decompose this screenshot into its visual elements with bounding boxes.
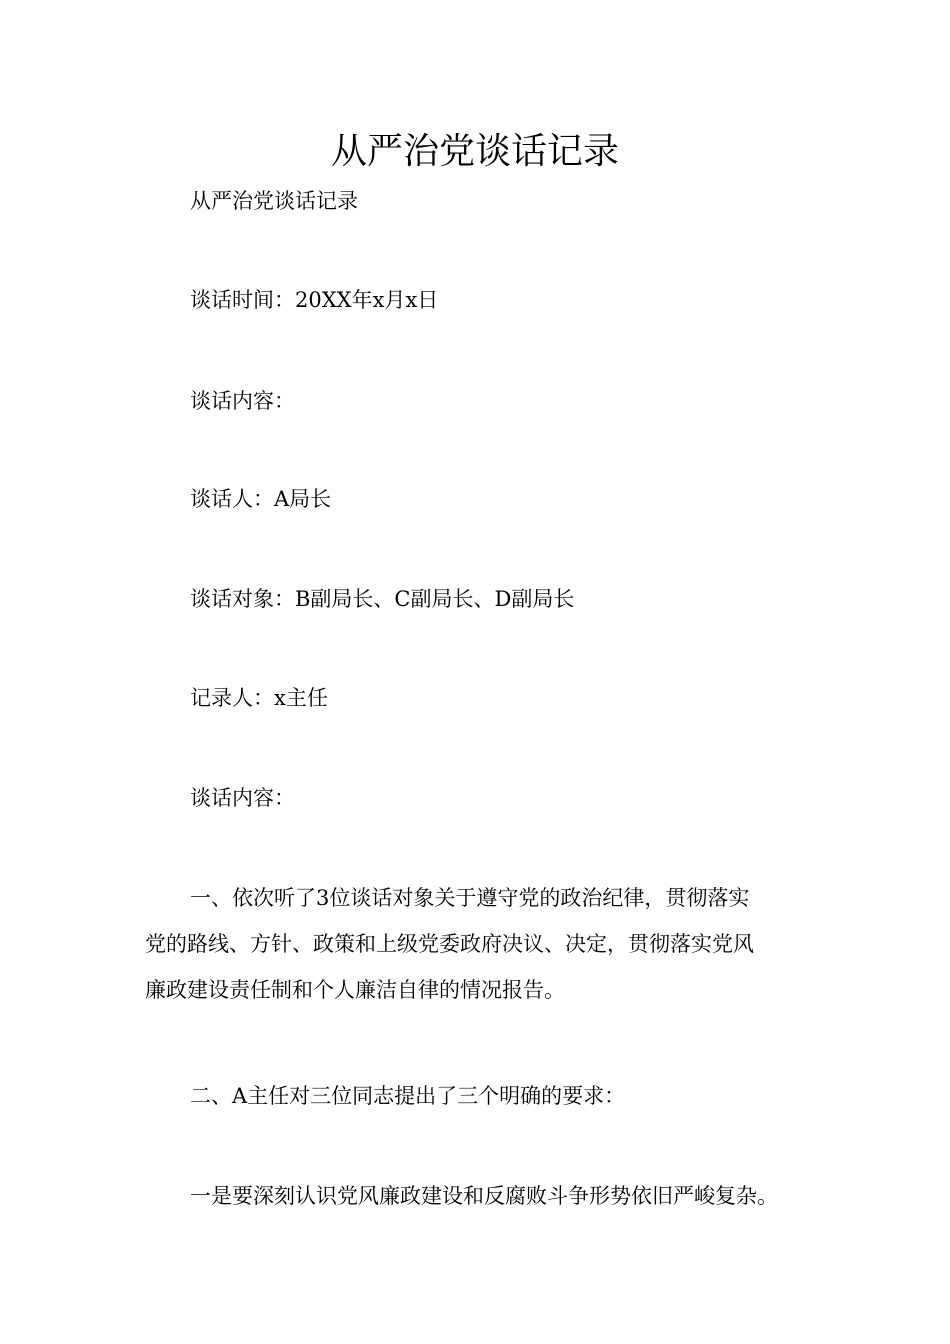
item-two-line: 二、A主任对三位同志提出了三个明确的要求： <box>190 1084 626 1108</box>
recorder-line: 记录人：x主任 <box>190 686 328 710</box>
talk-time-line: 谈话时间：20XX年x月x日 <box>190 288 439 312</box>
item-one-line-2: 党的路线、方针、政策和上级党委政府决议、决定，贯彻落实党风 <box>145 932 754 956</box>
talk-content-label: 谈话内容： <box>190 389 295 413</box>
subtitle-line: 从严治党谈话记录 <box>190 189 358 213</box>
talk-targets-line: 谈话对象：B副局长、C副局长、D副局长 <box>190 587 575 611</box>
item-one-line-1: 一、依次听了3位谈话对象关于遵守党的政治纪律，贯彻落实 <box>190 886 750 910</box>
item-one-line-3: 廉政建设责任制和个人廉洁自律的情况报告。 <box>145 978 565 1002</box>
document-title: 从严治党谈话记录 <box>330 131 619 172</box>
requirement-one-line: 一是要深刻认识党风廉政建设和反腐败斗争形势依旧严峻复杂。 <box>190 1184 778 1208</box>
item-one-paragraph <box>145 875 825 1013</box>
talk-content-label-second: 谈话内容： <box>190 786 295 810</box>
speaker-line: 谈话人：A局长 <box>190 487 332 511</box>
